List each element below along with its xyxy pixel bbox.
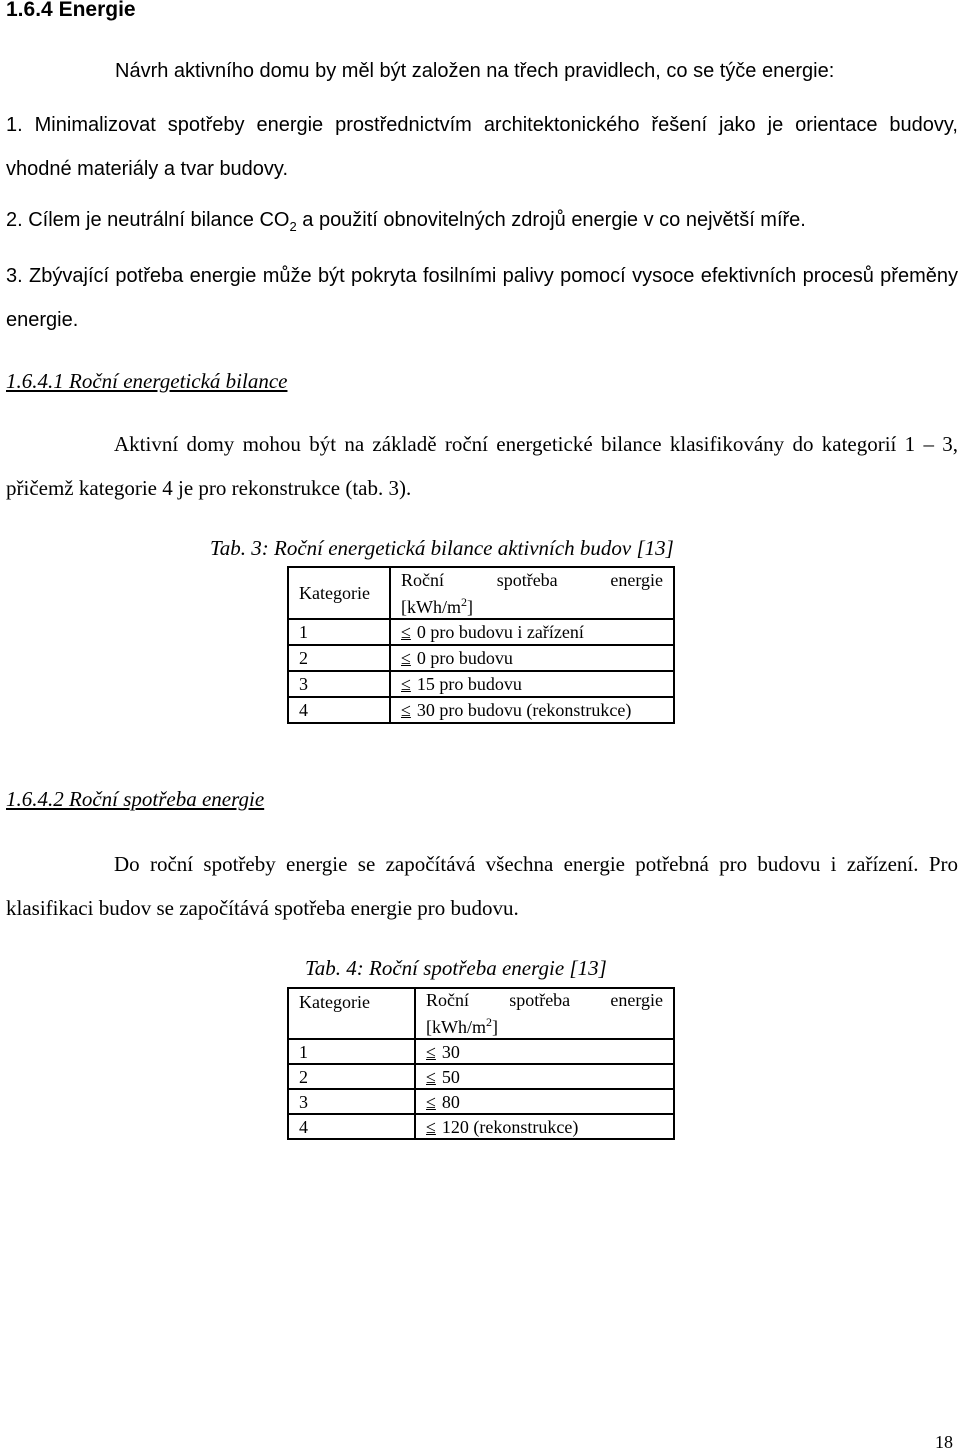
header-consumption: Roční spotřeba energie $[kWh/m^2]$	[390, 567, 674, 619]
less-equal-symbol: ≤	[426, 1066, 436, 1087]
less-equal-symbol: ≤	[426, 1116, 436, 1137]
header-category: Kategorie	[288, 988, 415, 1039]
table-row: 2 ≤ 0 pro budovu	[288, 645, 674, 671]
less-equal-symbol: ≤	[401, 700, 411, 720]
subsection-heading-1: 1.6.4.1 Roční energetická bilance	[6, 369, 288, 393]
header-category: Kategorie	[288, 567, 390, 619]
page-number: 18	[935, 1432, 953, 1452]
table-3-caption: Tab. 3: Roční energetická bilance aktivních budov [13]	[210, 536, 674, 560]
table-row: 4 ≤ 30 pro budovu (rekonstrukce)	[288, 697, 674, 723]
co2-subscript: 2	[289, 219, 297, 234]
less-equal-symbol: ≤	[401, 648, 411, 668]
table-3	[287, 566, 675, 724]
table-row: 1 ≤ 30	[288, 1039, 674, 1064]
section-number: 1.6.4	[6, 0, 53, 21]
table-header-row	[288, 988, 674, 1039]
table-row: 4 ≤ 120 (rekonstrukce)	[288, 1114, 674, 1139]
table-row: 2 ≤ 50	[288, 1064, 674, 1089]
less-equal-symbol: ≤	[426, 1041, 436, 1062]
section-title: Energie	[58, 0, 136, 21]
subsection-2-paragraph: Do roční spotřeby energie se započítává všechna energie potřebná pro budovu i zařízení. Pro klasifikaci budov se započítává spotřeba energie pro budovu.	[6, 852, 958, 920]
table-row: 3 ≤ 15 pro budovu	[288, 671, 674, 697]
rule-2: 2. Cílem je neutrální bilance $CO_2$ a použití obnovitelných zdrojů energie v co největší míře.	[6, 209, 806, 234]
subsection-heading-2: 1.6.4.2 Roční spotřeba energie	[6, 787, 265, 811]
table-row: 3 ≤ 80	[288, 1089, 674, 1114]
less-equal-symbol: ≤	[401, 622, 411, 642]
rule-1: 1. Minimalizovat spotřeby energie prostřednictvím architektonického řešení jako je orientace budovy, vhodné materiály a tvar budovy.	[6, 114, 958, 180]
rule-3: 3. Zbývající potřeba energie může být pokryta fosilními palivy pomocí vysoce efektivních procesů přeměny energie.	[6, 265, 958, 331]
section-heading	[6, 0, 136, 22]
table-4-caption: Tab. 4: Roční spotřeba energie [13]	[305, 956, 607, 980]
header-consumption: Roční spotřeba energie $[kWh/m^2]$	[415, 988, 674, 1039]
intro-paragraph: Návrh aktivního domu by měl být založen na třech pravidlech, co se týče energie:	[115, 60, 835, 82]
subsection-1-paragraph: Aktivní domy mohou být na základě roční energetické bilance klasifikovány do kategorií 1 – 3, přičemž kategorie 4 je pro rekonstrukce (tab. 3).	[6, 432, 958, 500]
table-4	[287, 987, 675, 1140]
table-header-row	[288, 567, 674, 619]
less-equal-symbol: ≤	[426, 1091, 436, 1112]
less-equal-symbol: ≤	[401, 674, 411, 694]
table-row: 1 ≤ 0 pro budovu i zařízení	[288, 619, 674, 645]
